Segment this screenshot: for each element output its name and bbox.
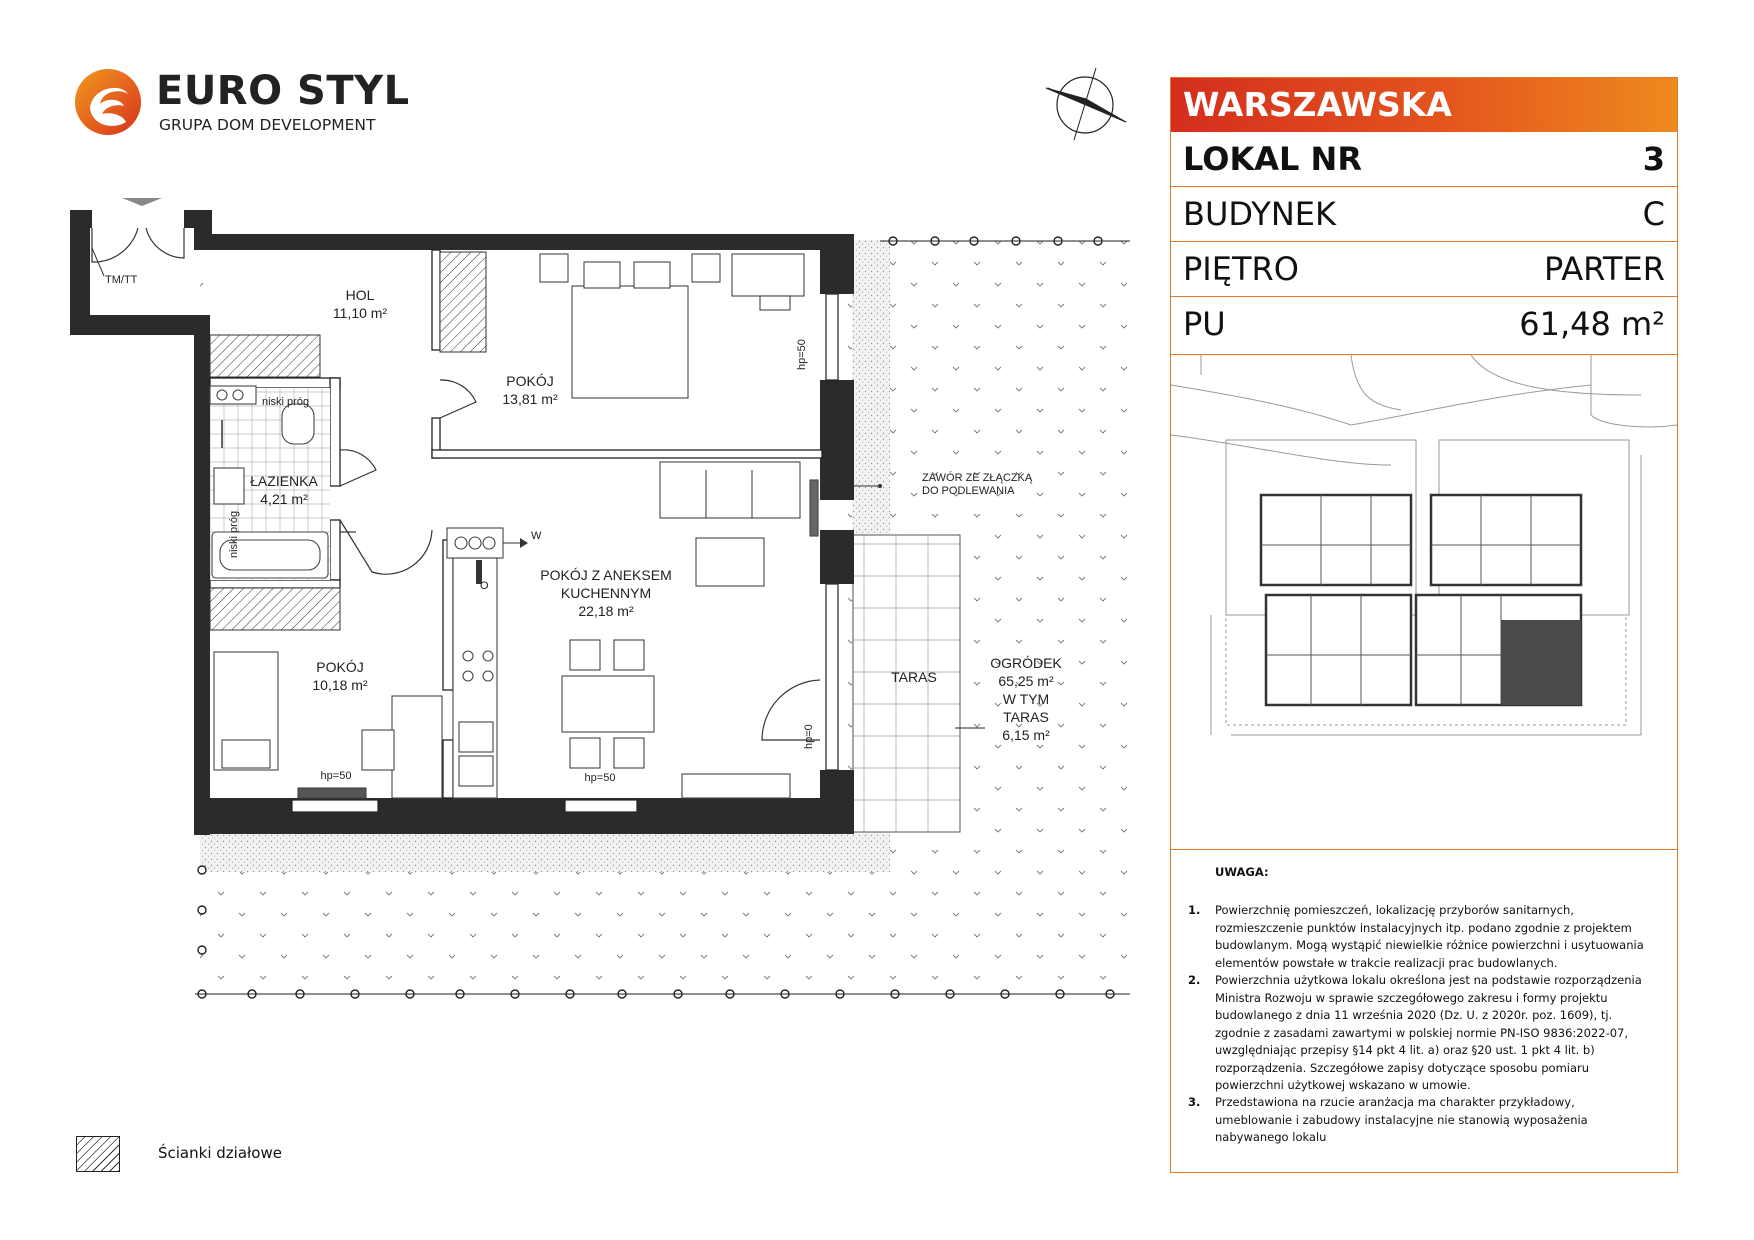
window-height-label-1: hp=50 <box>796 339 808 370</box>
note-text: Przedstawiona na rzucie aranżacja ma charakter przykładowy, umeblowanie i zabudowy instalacyjne nie stanowią wyposażenia nabywanego lokalu <box>1215 1095 1588 1144</box>
unit-info-panel <box>1170 77 1678 1173</box>
note-text: Powierzchnia użytkowa lokalu określona jest na podstawie rozporządzenia Ministra Rozwoju w sprawie szczegółowego zakresu i formy projektu budowlanego z dnia 11 września 2020 (Dz. U. z 2020r. poz. 1609), tj. zgodnie z zasadami zawartymi w polskiej normie PN-ISO 9836:2022-07, uwzględniając przepisy §14 pkt 4 lit. a) oraz §20 ust. 1 pkt 4 lit. b) rozporządzenia. Szczegółowe zapisy dotyczące sposobu pomiaru powierzchni użytkowej wskazano w umowie. <box>1215 973 1642 1092</box>
note-number: 1. <box>1188 903 1201 917</box>
info-value: C <box>1642 195 1665 233</box>
room-bedroom-1: POKÓJ 13,81 m² <box>502 373 558 407</box>
info-row-area <box>1171 297 1677 355</box>
window-height-label-3: hp=50 <box>584 772 616 784</box>
info-key: PIĘTRO <box>1183 250 1299 288</box>
room-terrace: TARAS <box>891 669 937 685</box>
info-key: PU <box>1183 305 1226 343</box>
brand-subtitle: GRUPA DOM DEVELOPMENT <box>159 116 376 134</box>
info-value: 3 <box>1642 140 1665 178</box>
room-garden: OGRÓDEK 65,25 m² W TYM TARAS 6,15 m² <box>990 655 1062 743</box>
w-label: W <box>531 530 542 542</box>
info-row-unit <box>1171 132 1677 187</box>
north-arrow-icon <box>1046 68 1126 140</box>
valve-label: ZAWÓR ZE ZŁĄCZKĄ DO PODLEWANIA <box>922 472 1033 497</box>
note-number: 2. <box>1188 973 1201 987</box>
tmtt-label: TM/TT <box>105 274 138 286</box>
room-living-kitchen: POKÓJ Z ANEKSEM KUCHENNYM 22,18 m² <box>540 567 672 619</box>
info-row-building <box>1171 187 1677 242</box>
info-row-floor <box>1171 242 1677 297</box>
info-key: LOKAL NR <box>1183 140 1362 178</box>
note-number: 3. <box>1188 1095 1201 1109</box>
building-key-plan <box>1171 355 1677 850</box>
legend-label: Ścianki działowe <box>158 1144 282 1162</box>
room-bedroom-2: POKÓJ 10,18 m² <box>312 659 368 693</box>
note-text: Powierzchnię pomieszczeń, lokalizację przyborów sanitarnych, rozmieszczenie punktów instalacyjnych itp. podano zgodnie z projektem budowlanym. Mogą wystąpić niewielkie różnice powierzchni i usytuowania elementów powstałe w trakcie realizacji prac budowlanych. <box>1215 903 1644 970</box>
entrance-door <box>92 228 184 262</box>
room-bathroom: ŁAZIENKA 4,21 m² <box>250 473 318 507</box>
window-height-label-2: hp=50 <box>320 770 352 782</box>
brand-name: EURO STYL <box>156 68 410 114</box>
info-key: BUDYNEK <box>1183 195 1336 233</box>
kitchen-counter <box>447 528 503 798</box>
door-height-label: hp=0 <box>803 724 815 749</box>
info-value: PARTER <box>1543 250 1665 288</box>
notes-title: UWAGA: <box>1215 865 1269 879</box>
low-threshold-label-2: niski próg <box>228 510 240 558</box>
info-value: 61,48 m² <box>1519 305 1665 343</box>
o-label: O <box>480 580 489 592</box>
partition-wall-legend-swatch <box>76 1136 120 1172</box>
unit-highlight <box>1501 620 1581 705</box>
room-hol: HOL 11,10 m² <box>332 287 388 321</box>
low-threshold-label-1: niski próg <box>262 396 310 408</box>
estate-name: WARSZAWSKA <box>1171 78 1677 132</box>
